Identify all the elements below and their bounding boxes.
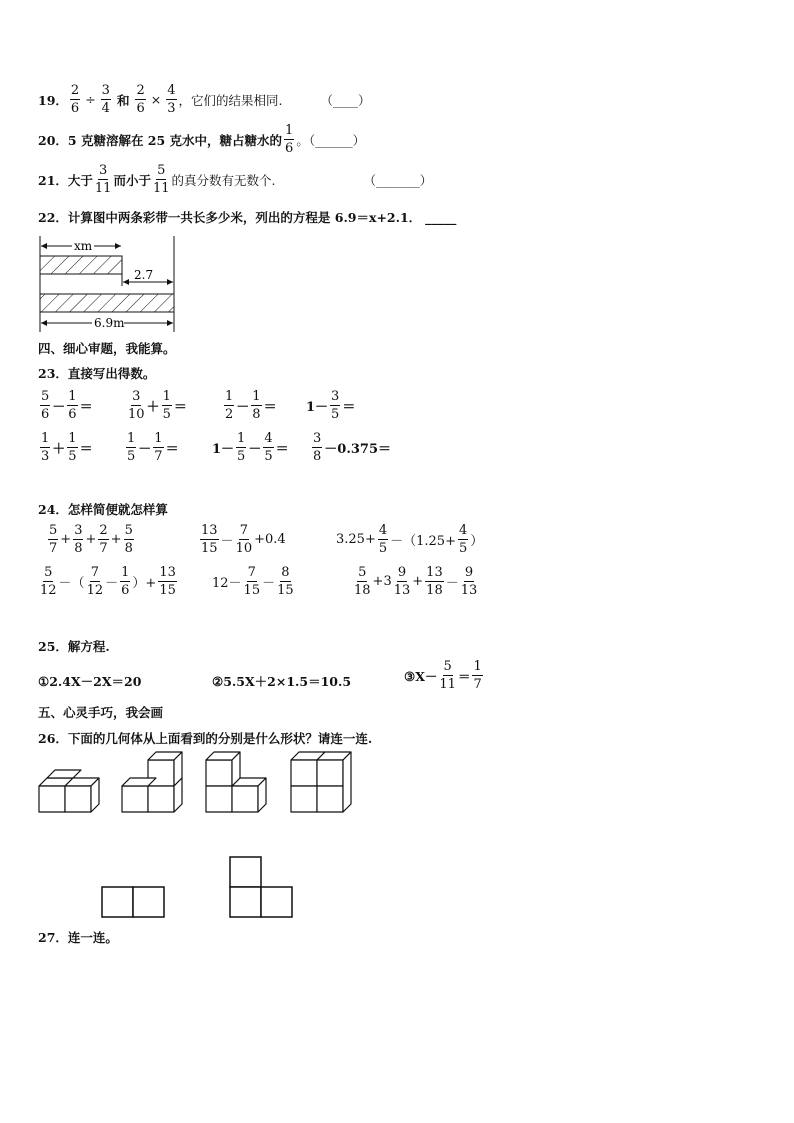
fraction: $\frac{1}{5}$	[68, 431, 77, 464]
expression-text: ）+	[132, 576, 157, 591]
section-5-heading: 五、心灵手巧，我会画	[38, 705, 164, 720]
question-27-title: 27．连一连。	[38, 930, 118, 945]
expression	[336, 524, 483, 555]
fraction: $\frac{2}{7}$	[99, 523, 108, 556]
fraction: $\frac{5}{18}$	[354, 565, 371, 598]
expression-text: ＝	[165, 442, 179, 457]
expression	[212, 432, 289, 463]
expression-text: ＝	[79, 400, 93, 415]
expression-text: －	[262, 576, 276, 591]
expression	[38, 566, 179, 597]
fraction: $\frac{13}{18}$	[426, 565, 443, 598]
expression	[222, 390, 277, 421]
fraction: $\frac{1}{5}$	[162, 389, 171, 422]
answer-blank[interactable]: _____	[425, 209, 457, 225]
fraction: $\frac{3}{8}$	[313, 431, 322, 464]
fraction: $\frac{4}{3}$	[167, 83, 176, 116]
ribbon-long	[40, 294, 174, 312]
expression-text: +3	[372, 574, 392, 589]
fraction: $\frac{8}{15}$	[277, 565, 294, 598]
label-6-9m: 6.9m	[94, 316, 125, 330]
expression-text: +	[60, 532, 72, 547]
fraction: $\frac{2}{6}$	[70, 83, 80, 116]
expression-text: 3.25+	[336, 532, 376, 547]
answer-blank[interactable]: （_______）	[363, 172, 433, 188]
fraction: $\frac{9}{13}$	[393, 565, 411, 598]
expression	[352, 566, 479, 597]
fraction: $\frac{1}{2}$	[225, 389, 234, 422]
expression	[46, 524, 136, 555]
expression-text: －	[220, 534, 234, 549]
question-20: 20．5 克糖溶解在 25 克水中，糖占糖水的 $\frac{1}{6}$ 。（______）	[38, 123, 366, 156]
expression-text: －（1.25+	[390, 534, 456, 549]
fraction: $\frac{5}{11}$	[152, 163, 170, 196]
fraction: $\frac{1}{7}$	[473, 659, 482, 692]
section-4-heading: 四、细心审题，我能算。	[38, 341, 176, 356]
expression	[124, 432, 179, 463]
question-19: 19． $\frac{2}{6}$ ÷ $\frac{3}{4}$ 和 $\frac{2}{6}$ × $\frac{4}{3}$ ，它们的结果相同. （____）	[38, 83, 371, 116]
expression-text: ＋	[52, 442, 66, 457]
view-l-shape	[230, 857, 292, 917]
expression-text: ＝	[275, 442, 289, 457]
expression-text: ＝	[79, 442, 93, 457]
answer-blank[interactable]: （____）	[320, 92, 371, 108]
fraction: $\frac{1}{5}$	[237, 431, 246, 464]
fraction: $\frac{7}{12}$	[86, 565, 104, 598]
expression-text: －	[105, 576, 119, 591]
question-22: 22．计算图中两条彩带一共长多少米，列出的方程是 6.9＝x+2.1． _____	[38, 209, 457, 225]
solids-figure	[30, 748, 370, 816]
fraction: $\frac{1}{7}$	[154, 431, 163, 464]
expression-text: ）	[470, 534, 484, 549]
answer-blank[interactable]: 。（______）	[296, 132, 366, 148]
ribbon-short	[40, 256, 122, 274]
fraction: $\frac{1}{8}$	[252, 389, 261, 422]
expression-text: ＝	[342, 400, 356, 415]
fraction: $\frac{7}{15}$	[243, 565, 261, 598]
expression-text: －（	[58, 576, 85, 591]
fraction: $\frac{1}{5}$	[127, 431, 136, 464]
fraction: $\frac{7}{10}$	[235, 523, 253, 556]
question-24-title: 24．怎样简便就怎样算	[38, 502, 168, 517]
fraction: $\frac{5}{8}$	[124, 523, 133, 556]
question-25-title: 25．解方程.	[38, 639, 110, 654]
expression	[198, 524, 286, 555]
expression-text: －0.375＝	[324, 442, 391, 457]
expression-text: －	[236, 400, 250, 415]
fraction: $\frac{1}{6}$	[121, 565, 130, 598]
solid-3	[206, 752, 266, 812]
expression-text: －	[248, 442, 262, 457]
expression-text: ＝	[263, 400, 277, 415]
expression-text: +0.4	[254, 532, 286, 547]
expression	[310, 432, 391, 463]
fraction: $\frac{1}{6}$	[285, 123, 294, 156]
view-two-squares	[102, 887, 164, 917]
fraction: $\frac{1}{3}$	[41, 431, 50, 464]
solid-4	[291, 752, 351, 812]
expression-text: －	[138, 442, 152, 457]
question-26-title: 26．下面的几何体从上面看到的分别是什么形状？请连一连.	[38, 731, 373, 746]
expression-text: +	[85, 532, 97, 547]
expression-text: 1－	[306, 400, 329, 415]
expression	[212, 566, 296, 597]
fraction: $\frac{3}{8}$	[74, 523, 83, 556]
solid-1	[39, 770, 99, 812]
expression-text: －	[52, 400, 66, 415]
label-xm: xm	[74, 239, 93, 253]
equation-1: ①2.4X－2X＝20	[38, 674, 142, 689]
fraction: $\frac{4}{5}$	[458, 523, 468, 556]
expression-text: 12－	[212, 576, 242, 591]
fraction: $\frac{3}{11}$	[94, 163, 112, 196]
fraction: $\frac{13}{15}$	[201, 523, 218, 556]
fraction: $\frac{5}{11}$	[439, 659, 456, 692]
expression-text: +	[110, 532, 122, 547]
fraction: $\frac{5}{6}$	[41, 389, 50, 422]
fraction: $\frac{5}{12}$	[40, 565, 57, 598]
expression	[306, 390, 355, 421]
fraction: $\frac{4}{5}$	[264, 431, 273, 464]
expression	[38, 432, 93, 463]
expression-text: 1－	[212, 442, 235, 457]
fraction: $\frac{13}{15}$	[159, 565, 176, 598]
solid-2	[122, 752, 182, 812]
expression	[38, 390, 93, 421]
fraction: $\frac{3}{10}$	[128, 389, 145, 422]
question-23-title: 23．直接写出得数。	[38, 366, 156, 381]
fraction: $\frac{3}{5}$	[331, 389, 340, 422]
fraction: $\frac{5}{7}$	[49, 523, 58, 556]
equation-2: ②5.5X＋2×1.5＝10.5	[212, 674, 352, 689]
expression-text: ＋	[146, 400, 160, 415]
fraction: $\frac{3}{4}$	[101, 83, 110, 116]
expression	[126, 390, 187, 421]
fraction: $\frac{1}{6}$	[68, 389, 77, 422]
fraction: $\frac{2}{6}$	[136, 83, 145, 116]
expression-text: －	[445, 576, 459, 591]
question-21: 21．大于 $\frac{3}{11}$ 而小于 $\frac{5}{11}$ 的真分数有无数个. （_______）	[38, 163, 433, 196]
label-2-7: 2.7	[134, 268, 154, 282]
expression-text: ＝	[173, 400, 187, 415]
fraction: $\frac{4}{5}$	[378, 523, 388, 556]
fraction: $\frac{9}{13}$	[460, 565, 478, 598]
top-views-figure	[100, 855, 300, 921]
equation-3: ③X－ $\frac{5}{11}$ ＝ $\frac{1}{7}$	[404, 659, 482, 692]
expression-text: +	[412, 574, 424, 589]
ribbon-figure	[34, 234, 184, 332]
